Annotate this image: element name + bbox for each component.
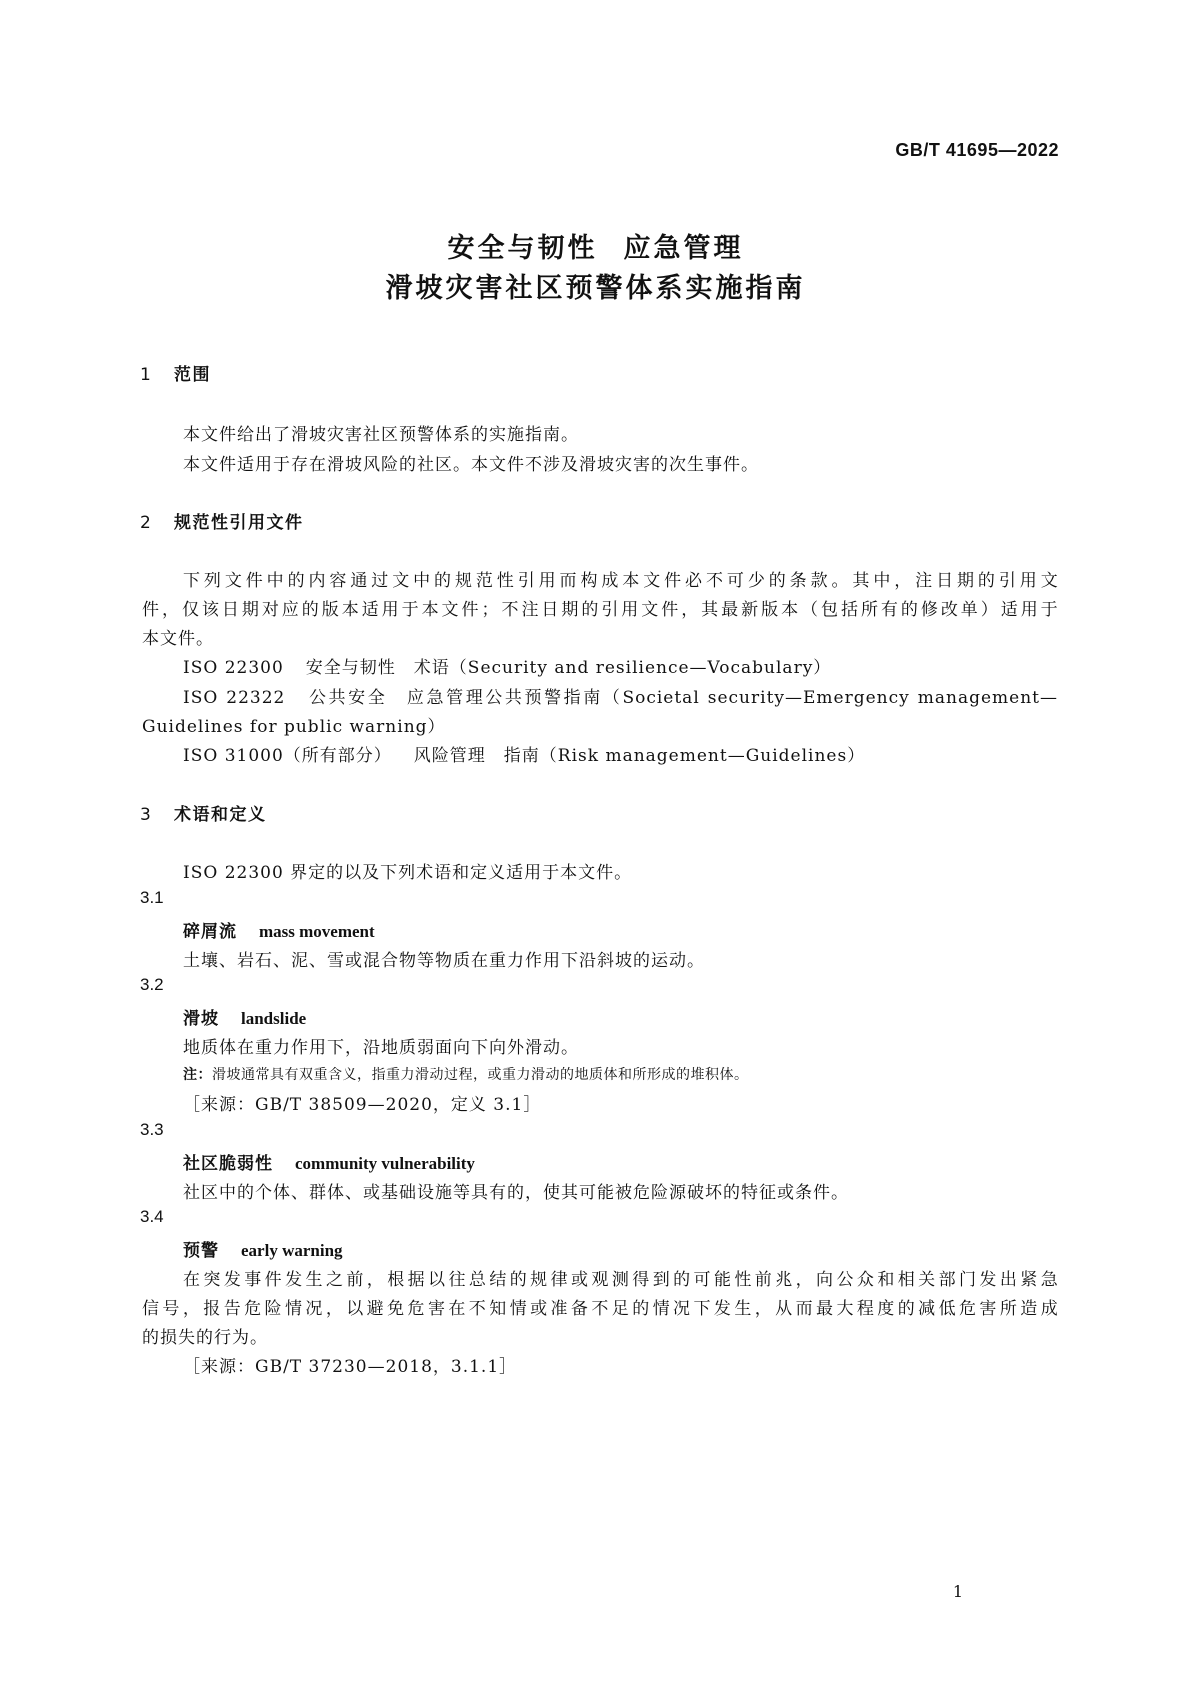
term-zh: 社区脆弱性 [183, 1154, 273, 1174]
title-part-b: 应急管理 [623, 233, 744, 264]
term-number: 3.4 [140, 1207, 164, 1226]
ref-code: ISO 22322 [183, 688, 286, 708]
ref-title: 安全与韧性 术语（Security and resilience—Vocabulary） [305, 658, 832, 678]
section-number: 1 [140, 365, 153, 385]
term-source: ［来源：GB/T 38509—2020，定义 3.1］ [183, 1095, 542, 1115]
term-source: ［来源：GB/T 37230—2018，3.1.1］ [183, 1357, 518, 1377]
section-title: 范围 [174, 365, 211, 385]
terms-intro: ISO 22300 界定的以及下列术语和定义适用于本文件。 [183, 863, 633, 883]
section-heading-1 [140, 360, 211, 385]
term-definition-line-3: 的损失的行为。 [142, 1328, 268, 1348]
term-definition-line-1: 在突发事件发生之前，根据以往总结的规律或观测得到的可能性前兆，向公众和相关部门发出紧急 [183, 1270, 1058, 1290]
ref-title: 公共安全 应急管理公共预警指南（Societal security—Emergency management— [307, 688, 1058, 708]
page-number: 1 [952, 1582, 963, 1601]
document-title-line1 [0, 226, 1191, 265]
term-heading [183, 1004, 306, 1029]
ref-item-1 [183, 653, 831, 678]
term-definition: 土壤、岩石、泥、雪或混合物等物质在重力作用下沿斜坡的运动。 [183, 951, 705, 971]
term-zh: 碎屑流 [183, 922, 237, 942]
note-text: 滑坡通常具有双重含义，指重力滑动过程，或重力滑动的地质体和所形成的堆积体。 [212, 1067, 749, 1083]
scope-paragraph-2: 本文件适用于存在滑坡风险的社区。本文件不涉及滑坡灾害的次生事件。 [183, 455, 759, 475]
note-label: 注： [183, 1067, 212, 1083]
refs-intro-line-3: 本文件。 [142, 629, 214, 649]
term-heading [183, 1236, 343, 1261]
standard-number: GB/T 41695—2022 [895, 140, 1059, 160]
term-heading [183, 1149, 475, 1174]
term-note [183, 1064, 749, 1084]
ref-title: 风险管理 指南（Risk management—Guidelines） [413, 746, 866, 766]
term-en: landslide [241, 1009, 307, 1028]
section-number: 2 [140, 513, 153, 533]
term-en: mass movement [259, 922, 375, 941]
term-number: 3.3 [140, 1120, 164, 1139]
term-definition: 地质体在重力作用下，沿地质弱面向下向外滑动。 [183, 1038, 579, 1058]
term-en: early warning [241, 1241, 343, 1260]
term-number: 3.2 [140, 975, 164, 994]
title-part-a: 安全与韧性 [447, 233, 598, 264]
term-definition-line-2: 信号，报告危险情况，以避免危害在不知情或准备不足的情况下发生，从而最大程度的减低危害所造成 [142, 1299, 1058, 1319]
document-title-line2: 滑坡灾害社区预警体系实施指南 [385, 273, 806, 304]
term-zh: 预警 [183, 1241, 219, 1261]
term-heading [183, 917, 375, 942]
section-heading-3 [140, 800, 267, 825]
ref-code: ISO 22300 [183, 658, 284, 678]
refs-intro-line-1: 下列文件中的内容通过文中的规范性引用而构成本文件必不可少的条款。其中，注日期的引用文 [183, 571, 1058, 591]
ref-item-2 [183, 683, 1058, 708]
section-title: 规范性引用文件 [174, 513, 304, 533]
section-heading-2 [140, 508, 304, 533]
section-number: 3 [140, 805, 153, 825]
ref-code: ISO 31000（所有部分） [183, 746, 392, 766]
ref-item-2-continued: Guidelines for public warning） [142, 717, 446, 737]
ref-item-3 [183, 741, 865, 766]
term-definition: 社区中的个体、群体、或基础设施等具有的，使其可能被危险源破坏的特征或条件。 [183, 1183, 849, 1203]
term-zh: 滑坡 [183, 1009, 219, 1029]
section-title: 术语和定义 [174, 805, 267, 825]
term-en: community vulnerability [295, 1154, 475, 1173]
term-number: 3.1 [140, 888, 164, 907]
refs-intro-line-2: 件，仅该日期对应的版本适用于本文件；不注日期的引用文件，其最新版本（包括所有的修改单）适用于 [142, 600, 1058, 620]
scope-paragraph-1: 本文件给出了滑坡灾害社区预警体系的实施指南。 [183, 425, 579, 445]
